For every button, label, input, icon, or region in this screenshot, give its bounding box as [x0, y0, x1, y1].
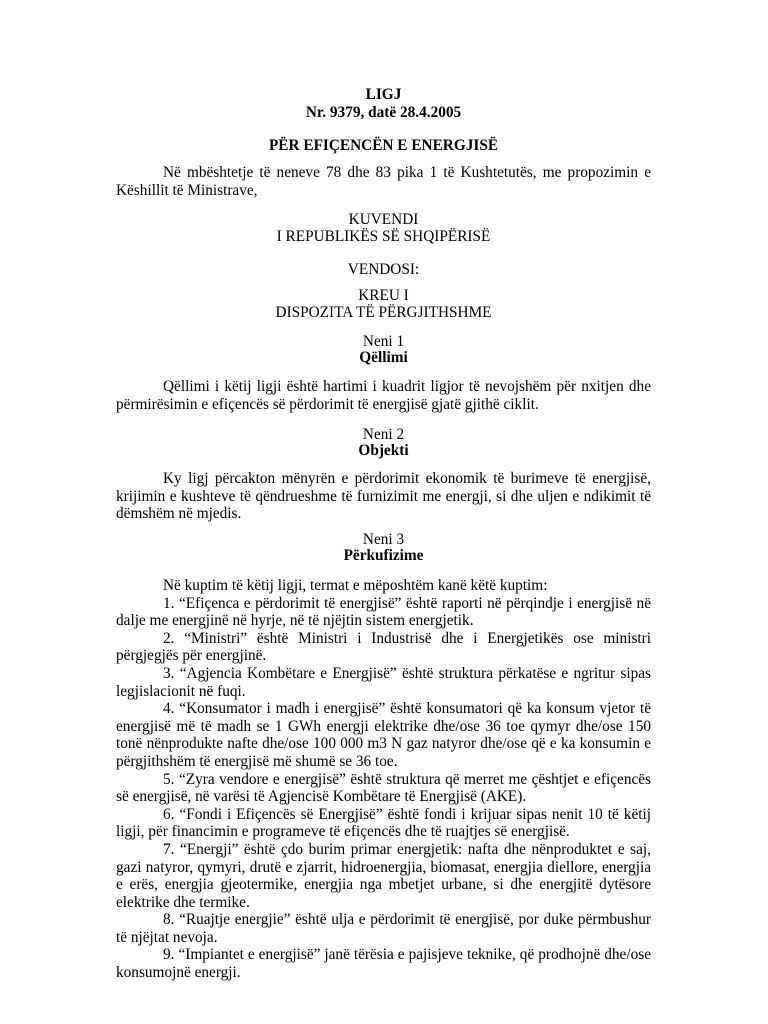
article-2-text: Ky ligj përcakton mënyrën e përdorimit ekonomik të burimeve të energjisë, krijimin e kushteve të qëndrueshme të furnizimit me energji, si dhe uljen e ndikimit të dëmshëm në mjedis.: [116, 470, 651, 523]
article-3-number: Neni 3: [362, 531, 405, 548]
article-1-number: Neni 1: [362, 333, 405, 350]
definition-item: 5. “Zyra vendore e energjisë” është struktura që merret me çështjet e efiçencës së energjisë, në varësi të Agjencisë Kombëtare të Energjisë (AKE).: [116, 770, 651, 806]
article-3-title: Përkufizime: [343, 547, 424, 564]
assembly-line-1: KUVENDI: [348, 211, 419, 228]
article-2-title: Objekti: [358, 442, 409, 459]
definition-item: 1. “Efiçenca e përdorimit të energjisë” është raporti në përqindje i energjisë në dalje me energjinë në hyrje, në të njëjtin sistem energjetik.: [116, 594, 651, 630]
law-label: LIGJ: [365, 86, 402, 103]
definition-item: 4. “Konsumator i madh i energjisë” është konsumatori që ka konsum vjetor të energjisë më të madh se 1 GWh energji elektrike dhe/ose 36 toe qymyr dhe/ose 150 tonë nënprodukte nafte dhe/ose 100 000 m3 N gaz natyror dhe/ose që e ka konsumin e përgjithshëm të energjisë më shumë se 36 toe.: [116, 700, 651, 770]
definition-item: 7. “Energji” është çdo burim primar energjetik: nafta dhe nënproduktet e saj, gazi natyror, qymyri, drutë e zjarrit, hidroenergjia, biomasat, energjia diellore, energjia e erës, energjia gjeotermike, energjia nga mbetjet urbane, si dhe energjitë dytësore elektrike dhe termike.: [116, 840, 651, 911]
assembly-line-2: I REPUBLIKËS SË SHQIPËRISË: [276, 228, 491, 245]
definition-item: 2. “Ministri” është Ministri i Industrisë dhe i Energjetikës ose ministri përgjegjës për energjinë.: [116, 629, 651, 665]
definition-item: 8. “Ruajtje energjie” është ulja e përdorimit të energjisë, por duke përmbushur të njëjtat nevoja.: [116, 911, 651, 946]
decides: VENDOSI:: [347, 261, 420, 278]
preamble: Në mbështetje të neneve 78 dhe 83 pika 1 të Kushtetutës, me propozimin e Këshillit të Ministrave,: [116, 164, 651, 199]
chapter-title: DISPOZITA TË PËRGJITHSHME: [275, 304, 492, 321]
article-1-text: Qëllimi i këtij ligji është hartimi i kuadrit ligjor të nevojshëm për nxitjen dhe përmirësimin e efiçencës së përdorimit të energjisë gjatë gjithë ciklit.: [116, 378, 651, 413]
chapter-label: KREU I: [358, 287, 409, 304]
article-1-title: Qëllimi: [359, 349, 408, 366]
definitions-intro: Në kuptim të këtij ligji, termat e mëposhtëm kanë këtë kuptim:: [163, 577, 548, 594]
definition-item: 3. “Agjencia Kombëtare e Energjisë” është struktura përkatëse e ngritur sipas legjislacionit në fuqi.: [116, 664, 651, 700]
law-number: Nr. 9379, datë 28.4.2005: [305, 104, 462, 121]
definitions-list: [116, 577, 651, 982]
article-2-number: Neni 2: [362, 426, 405, 443]
law-title: PËR EFIÇENCËN E ENERGJISË: [268, 137, 499, 154]
definition-item: 6. “Fondi i Efiçencës së Energjisë” është fondi i krijuar sipas nenit 10 të këtij ligji, për financimin e programeve të efiçencës dhe të ruajtjes së energjisë.: [116, 805, 651, 841]
definition-item: 9. “Impiantet e energjisë” janë tërësia e pajisjeve teknike, që prodhojnë dhe/ose konsumojnë energji.: [116, 946, 651, 982]
